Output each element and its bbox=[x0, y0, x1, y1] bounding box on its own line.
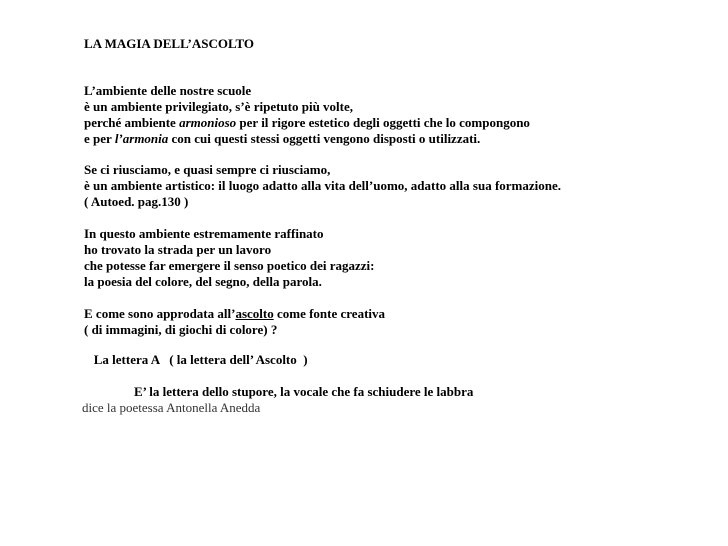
text-run: con cui questi stessi oggetti vengono disposti o utilizzati. bbox=[168, 131, 481, 146]
text-run: perché ambiente bbox=[84, 115, 180, 130]
quote-line: E’ la lettera dello stupore, la vocale che fa schiudere le labbra bbox=[134, 384, 474, 399]
paragraph-3-line-1: In questo ambiente estremamente raffinato bbox=[84, 226, 324, 241]
paragraph-2-line-1: Se ci riusciamo, e quasi sempre ci riusciamo, bbox=[84, 162, 331, 177]
underlined-word-ascolto: ascolto bbox=[235, 306, 274, 321]
paragraph-4-line-1 bbox=[84, 306, 385, 322]
quote-credit: dice la poetessa Antonella Anedda bbox=[82, 400, 261, 415]
text-run: e per bbox=[84, 131, 115, 146]
paragraph-2-line-2: è un ambiente artistico: il luogo adatto alla vita dell’uomo, adatto alla sua formazione. bbox=[84, 178, 562, 193]
paragraph-3-line-3: che potesse far emergere il senso poetico dei ragazzi: bbox=[84, 258, 375, 273]
paragraph-1-line-3 bbox=[84, 115, 530, 131]
paragraph-2-citation: ( Autoed. pag.130 ) bbox=[84, 194, 189, 209]
text-run: come fonte creativa bbox=[273, 306, 386, 321]
paragraph-1-line-2: è un ambiente privilegiato, s’è ripetuto più volte, bbox=[84, 99, 354, 114]
text-run: E come sono approdata all’ bbox=[84, 306, 236, 321]
paragraph-1-line-4 bbox=[84, 131, 480, 147]
paragraph-3-line-2: ho trovato la strada per un lavoro bbox=[84, 242, 272, 257]
document-title: LA MAGIA DELL’ASCOLTO bbox=[84, 36, 255, 51]
italic-word-armonia: l’armonia bbox=[114, 131, 169, 146]
paragraph-4-line-2: ( di immagini, di giochi di colore) ? bbox=[84, 322, 278, 337]
letter-heading: La lettera A ( la lettera dell’ Ascolto ) bbox=[84, 352, 308, 367]
text-run: per il rigore estetico degli oggetti che lo compongono bbox=[236, 115, 530, 130]
italic-word-armonioso: armonioso bbox=[179, 115, 237, 130]
paragraph-3-line-4: la poesia del colore, del segno, della parola. bbox=[84, 274, 322, 289]
paragraph-1-line-1: L’ambiente delle nostre scuole bbox=[84, 83, 252, 98]
